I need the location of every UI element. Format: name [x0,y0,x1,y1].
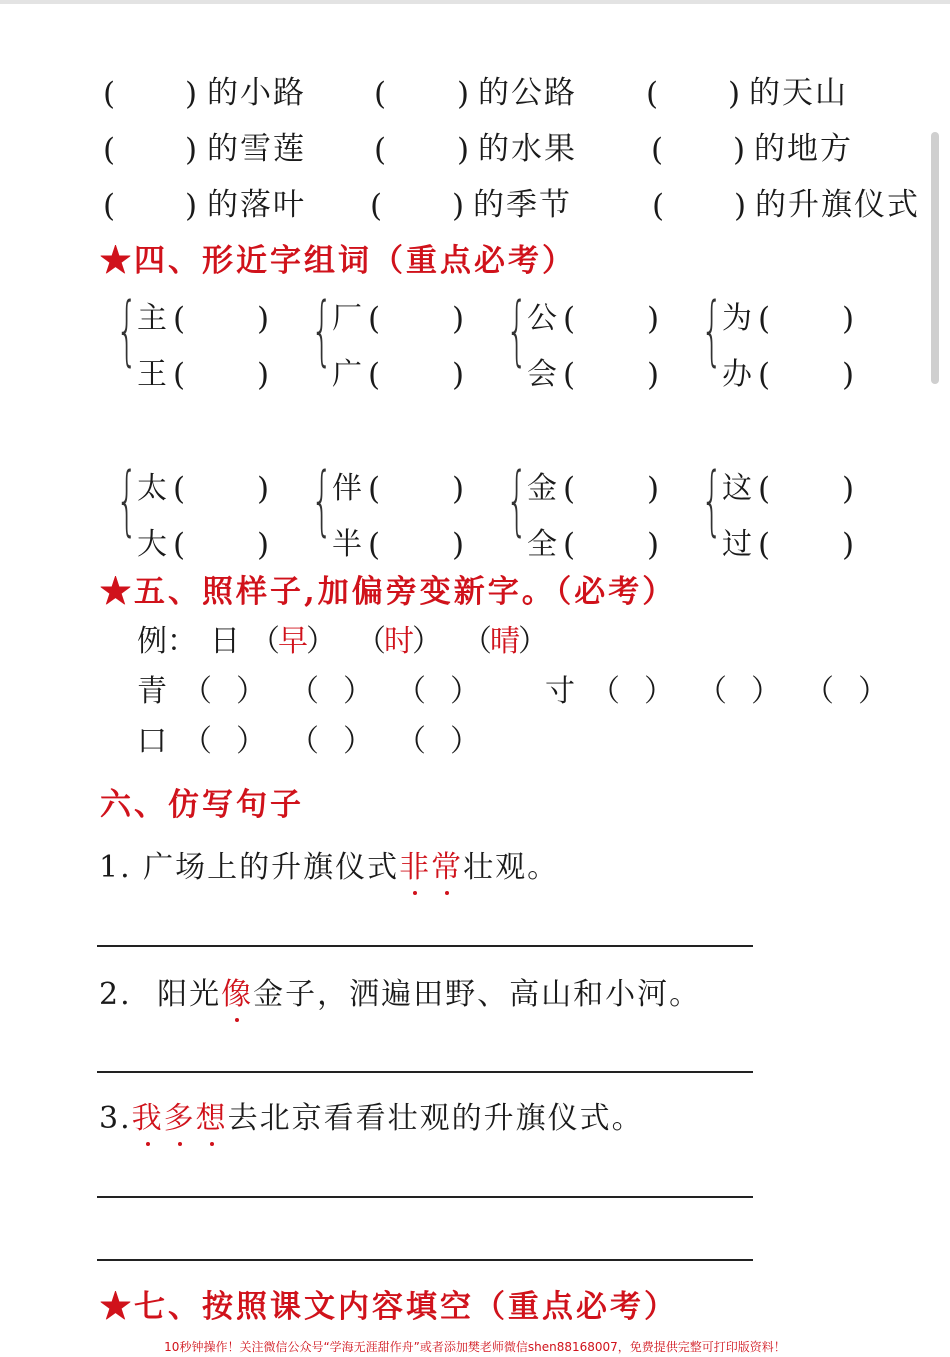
phrase: 的小路 [207,75,306,111]
open-paren: ( [758,301,771,337]
open-paren: （ [462,624,492,659]
open-paren: （ [182,724,212,759]
example-base: 日 [210,624,240,659]
close-paren: ） [858,674,888,709]
close-paren: ） [450,724,480,759]
open-paren: （ [289,724,319,759]
close-paren: ) [452,527,465,563]
close-paren: ) [733,132,746,168]
brace: { [116,455,138,544]
sentence-number: 3. [99,1101,132,1136]
close-paren: ) [452,357,465,393]
close-paren: ) [257,527,270,563]
close-paren: ） [450,674,480,709]
sentence-text: 金子，洒遍田野、高山和小河。 [253,977,702,1012]
close-paren: ） [306,624,336,659]
close-paren: ） [236,674,266,709]
sentence-text: 广场上的升旗仪式 [143,850,400,885]
phrase: 的升旗仪式 [755,187,920,223]
phrase: 的天山 [749,75,848,111]
example-answer: 时 [384,624,414,659]
phrase: 的水果 [478,131,577,167]
key-word: 常 [431,850,464,885]
open-paren: （ [182,674,212,709]
sentence-number: 1. [99,850,132,885]
char: 办 [722,357,752,392]
close-paren: ) [842,471,855,507]
brace: { [506,455,528,544]
open-paren: ( [103,188,116,224]
sentence-3 [99,1101,644,1136]
open-paren: ( [368,357,381,393]
key-word: 我 [131,1101,164,1136]
answer-line-1[interactable] [97,945,753,947]
char: 这 [722,471,752,506]
section6-title: 六、仿写句子 [100,787,304,823]
open-paren: ( [651,132,664,168]
sentence-2 [99,977,702,1012]
example-answer: 早 [278,624,308,659]
open-paren: ( [370,188,383,224]
char: 大 [137,527,167,562]
open-paren: （ [356,624,386,659]
key-word: 想 [195,1101,228,1136]
footer-note: 10秒钟操作！关注微信公众号“学海无涯甜作舟”或者添加樊老师微信shen88168007，免费提供完整可打印版资料！ [164,1340,786,1354]
close-paren: ) [734,188,747,224]
sentence-text: 壮观。 [463,850,560,885]
open-paren: ( [368,471,381,507]
answer-line-4[interactable] [97,1259,753,1261]
close-paren: ) [647,471,660,507]
close-paren: ) [185,76,198,112]
section4-title: ★四、形近字组词（重点必考） [100,243,576,279]
open-paren: ( [374,132,387,168]
brace: { [311,285,333,374]
open-paren: （ [289,674,319,709]
char: 伴 [332,471,362,506]
section7-title: ★七、按照课文内容填空（重点必考） [100,1289,678,1325]
base-char: 寸 [545,674,575,709]
open-paren: ( [173,471,186,507]
char: 会 [527,357,557,392]
char: 金 [527,471,557,506]
close-paren: ） [644,674,674,709]
open-paren: ( [758,471,771,507]
close-paren: ) [728,76,741,112]
open-paren: ( [173,301,186,337]
close-paren: ） [412,624,442,659]
open-paren: ( [103,132,116,168]
close-paren: ) [185,132,198,168]
section5-title: ★五、照样子,加偏旁变新字。（必考） [100,574,677,610]
open-paren: ( [368,301,381,337]
close-paren: ) [842,301,855,337]
key-word: 多 [163,1101,196,1136]
open-paren: （ [250,624,280,659]
char: 厂 [332,301,362,336]
close-paren: ） [343,724,373,759]
close-paren: ) [452,188,465,224]
open-paren: ( [758,527,771,563]
open-paren: （ [590,674,620,709]
answer-line-2[interactable] [97,1071,753,1073]
key-word: 像 [221,977,254,1012]
close-paren: ) [452,301,465,337]
close-paren: ) [842,527,855,563]
base-char: 口 [137,724,167,759]
char: 广 [332,357,362,392]
scrollbar[interactable] [931,132,939,384]
open-paren: ( [646,76,659,112]
close-paren: ) [647,301,660,337]
open-paren: ( [173,357,186,393]
phrase: 的雪莲 [207,131,306,167]
close-paren: ） [343,674,373,709]
example-label: 例： [137,624,197,659]
brace: { [116,285,138,374]
phrase: 的地方 [754,131,853,167]
key-word: 非 [399,850,432,885]
close-paren: ) [257,357,270,393]
close-paren: ) [185,188,198,224]
phrase: 的季节 [473,187,572,223]
close-paren: ） [518,624,548,659]
close-paren: ) [452,471,465,507]
phrase: 的公路 [478,75,577,111]
close-paren: ） [751,674,781,709]
open-paren: ( [563,301,576,337]
char: 公 [527,301,557,336]
open-paren: ( [368,527,381,563]
open-paren: ( [758,357,771,393]
char: 王 [137,357,167,392]
char: 过 [722,527,752,562]
open-paren: （ [697,674,727,709]
open-paren: ( [563,527,576,563]
close-paren: ） [236,724,266,759]
close-paren: ) [842,357,855,393]
open-paren: ( [173,527,186,563]
close-paren: ) [257,301,270,337]
char: 太 [137,471,167,506]
char: 全 [527,527,557,562]
open-paren: ( [563,471,576,507]
answer-line-3[interactable] [97,1196,753,1198]
open-paren: ( [563,357,576,393]
open-paren: ( [652,188,665,224]
base-char: 青 [137,674,167,709]
close-paren: ) [457,76,470,112]
close-paren: ) [647,527,660,563]
close-paren: ) [457,132,470,168]
brace: { [701,455,723,544]
brace: { [506,285,528,374]
sentence-text: 阳光 [157,977,222,1012]
close-paren: ) [647,357,660,393]
open-paren: ( [374,76,387,112]
char: 半 [332,527,362,562]
char: 主 [137,301,167,336]
brace: { [311,455,333,544]
phrase: 的落叶 [207,187,306,223]
char: 为 [722,301,752,336]
open-paren: （ [804,674,834,709]
top-bar [0,0,950,4]
example-answer: 晴 [490,624,520,659]
sentence-text: 去北京看看壮观的升旗仪式。 [227,1101,644,1136]
sentence-number: 2. [99,977,132,1012]
open-paren: （ [396,674,426,709]
open-paren: ( [103,76,116,112]
brace: { [701,285,723,374]
close-paren: ) [257,471,270,507]
open-paren: （ [396,724,426,759]
sentence-1 [99,850,560,885]
